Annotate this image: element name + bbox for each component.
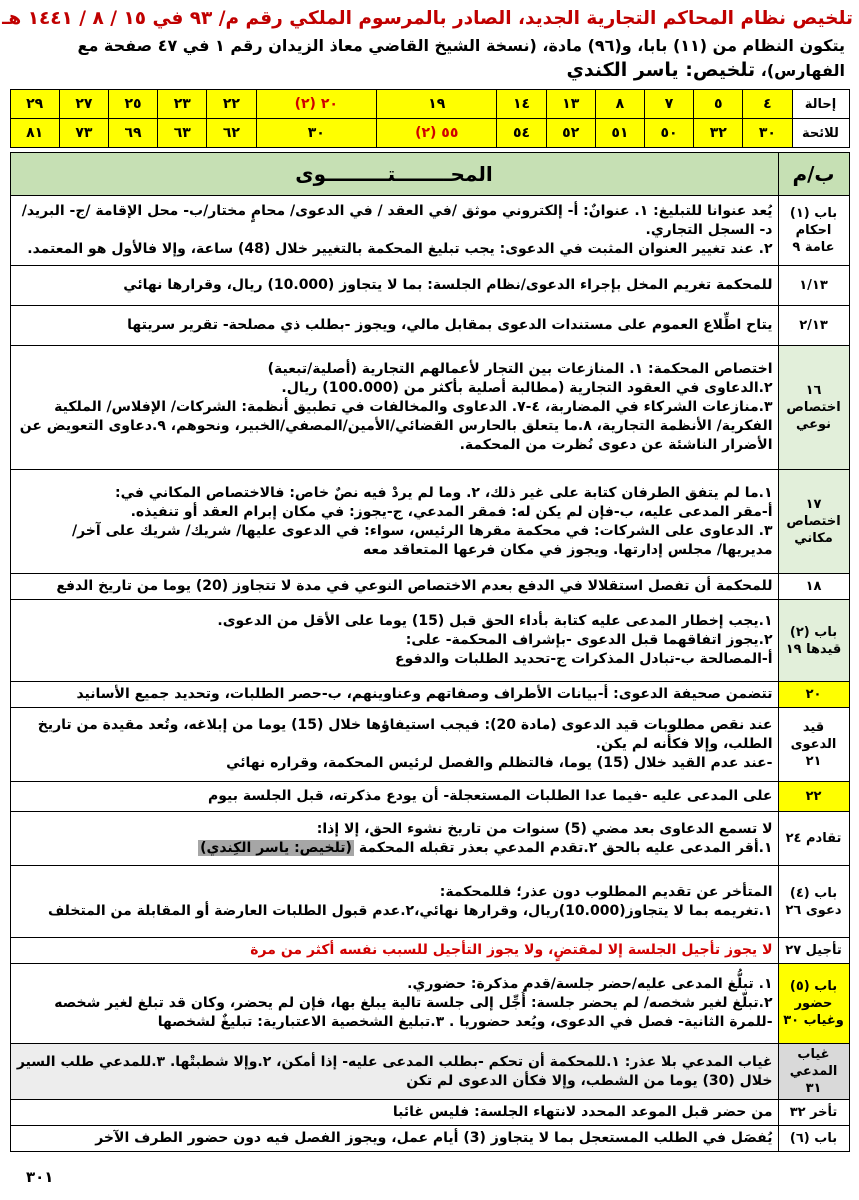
ref-cell: ٥: [694, 90, 743, 119]
table-row: [10, 964, 849, 1044]
row-label: قيد الدعوى ٢١: [778, 708, 849, 782]
row-text: عند نقص مطلوبات قيد الدعوى (مادة 20): فيجب استيفاؤها خلال (15) يوما من إبلاغه، وتُعد مقيدة من تاريخ الطلب، وإلا فكأنه لم يكن.: [37, 717, 773, 752]
table-row: [10, 600, 849, 682]
ref-cell: ٨١: [10, 119, 59, 148]
row-label: باب (٢) قيدها ١٩: [778, 600, 849, 682]
row-label: تقادم ٢٤: [778, 812, 849, 866]
ref-cell: ٦٩: [108, 119, 157, 148]
page-title: تلخيص نظام المحاكم التجارية الجديد، الصادر بالمرسوم الملكي رقم م/ ٩٣ في ١٥ / ٨ / ١٤٤١ هـ: [2, 8, 853, 29]
page-number: ٣٠١: [26, 1168, 54, 1186]
ref-cell: ١٣: [546, 90, 595, 119]
table-row: [10, 1100, 849, 1126]
ref-cell: ٢٣: [158, 90, 207, 119]
row-label: ٢/١٣: [778, 306, 849, 346]
summary-credit-tag: (تلخيص: ياسر الكِندي): [200, 839, 352, 856]
row-content: للمحكمة أن تفصل استقلالا في الدفع بعدم الاختصاص النوعي في مدة لا تتجاوز (20) يوما من تاريخ الدفع: [10, 574, 778, 600]
references-row-bottom: [10, 119, 849, 148]
references-label: إحالة: [792, 90, 849, 119]
row-content: على المدعى عليه -فيما عدا الطلبات المستعجلة- أن يودع مذكرته، قبل الجلسة بيوم: [10, 782, 778, 812]
ref-cell: ١٩: [376, 90, 496, 119]
row-text: ٢.الدعاوى في العقود التجارية (مطالبة أصلية بأكثر من (100.000) ريال.: [281, 380, 773, 396]
row-text: ١.ما لم يتفق الطرفان كتابة على غير ذلك، ٢. وما لم يردْ فيه نصٌ خاص: فالاختصاص المكاني في:: [114, 484, 773, 501]
ref-cell: ٤: [743, 90, 792, 119]
table-row: [10, 682, 849, 708]
row-label: تأجيل ٢٧: [778, 938, 849, 964]
row-text: المتأخر عن تقديم المطلوب دون عذر؛ فللمحكمة:: [439, 883, 773, 900]
ref-cell: ١٤: [497, 90, 546, 119]
row-content: غياب المدعي بلا عذر: ١.للمحكمة أن تحكم -بطلب المدعى عليه- إذا أمكن، ٢.وإلا شطبتْها. ٣.للمدعي طلب السير خلال (30) يوما من الشطب، وإلا فكأن الدعوى لم تكن: [10, 1044, 778, 1100]
ref-cell: ٧٣: [59, 119, 108, 148]
row-content: [10, 196, 778, 266]
row-label: ٢٢: [778, 782, 849, 812]
row-label: غياب المدعي ٣١: [778, 1044, 849, 1100]
references-label-2: للائحة: [792, 119, 849, 148]
row-text: ١. تبلُّغ المدعى عليه/حضر جلسة/قدم مذكرة: حضوري.: [407, 976, 773, 992]
content-table-header: [10, 153, 849, 196]
table-row: [10, 1126, 849, 1152]
row-content: للمحكمة تغريم المخل بإجراء الدعوى/نظام الجلسة: بما لا يتجاوز (10.000) ريال، وقرارها نهائي: [10, 266, 778, 306]
table-row: [10, 708, 849, 782]
ref-cell: ٢٢: [207, 90, 256, 119]
row-text: -عند عدم القيد خلال (15) يوما، فالتظلم والفصل لرئيس المحكمة، وقراره نهائي: [226, 755, 773, 771]
ref-cell: ٢٧: [59, 90, 108, 119]
row-text: يُعد عنوانا للتبليغ: ١. عنوانٌ: أ- إلكتروني موثق /في العقد / في الدعوى/ محامٍ مختار/ب- محل الإقامة /ج- البريد/ د- السجل التجاري.: [21, 203, 773, 238]
references-row-top: [10, 90, 849, 119]
row-label: ١٨: [778, 574, 849, 600]
row-label: ١٧ اختصاص مكاني: [778, 470, 849, 574]
ref-cell: ٢٩: [10, 90, 59, 119]
ref-cell: ٥٥ (٢): [376, 119, 496, 148]
ref-cell: ٣٠: [743, 119, 792, 148]
row-content: [10, 812, 778, 866]
row-content: تتضمن صحيفة الدعوى: أ-بيانات الأطراف وصفاتهم وعناوينهم، ب-حصر الطلبات، وتحديد جميع الأسانيد: [10, 682, 778, 708]
row-text: اختصاص المحكمة: ١. المنازعات بين التجار لأعمالهم التجارية (أصلية/تبعية): [267, 361, 773, 377]
table-row: [10, 266, 849, 306]
row-content: [10, 470, 778, 574]
row-text: [16, 839, 773, 858]
table-row: [10, 306, 849, 346]
row-content: [10, 346, 778, 470]
ref-cell: ٥٢: [546, 119, 595, 148]
row-label: باب (١) احكام عامة ٩: [778, 196, 849, 266]
ref-cell: ٥٤: [497, 119, 546, 148]
row-text: أ-مقر المدعى عليه، ب-فإن لم يكن له: فمقر المدعي، ج-يجوز: في مكان إبرام العقد أو تنفيذه.: [130, 503, 773, 520]
table-row: [10, 812, 849, 866]
ref-cell: ٥٠: [644, 119, 693, 148]
subtitle-line-2: [6, 58, 853, 83]
row-text: ١.يجب إخطار المدعى عليه كتابة بأداء الحق قبل (15) يوما على الأقل من الدعوى.: [217, 613, 773, 629]
table-row: [10, 196, 849, 266]
table-row: [10, 782, 849, 812]
subtitle-line: يتكون النظام من (١١) بابا، و(٩٦) مادة، (نسخة الشيخ القاضي معاذ الزيدان رقم ١ في ٤٧ صفحة مع: [77, 36, 845, 55]
ref-cell: ٧: [644, 90, 693, 119]
ref-cell: ٣٠: [256, 119, 376, 148]
row-label: باب (٤) دعوى ٢٦: [778, 866, 849, 938]
row-label: ١/١٣: [778, 266, 849, 306]
row-content: [10, 866, 778, 938]
row-content: يُفصَل في الطلب المستعجل بما لا يتجاوز (3) أيام عمل، ويجوز الفصل فيه دون حضور الطرف الآخر: [10, 1126, 778, 1152]
row-text: ١.تغريمه بما لا يتجاوز(10.000)ريال، وقرارها نهائي،٢.عدم قبول الطلبات العارضة أو المقابلة من المتخلف: [47, 902, 773, 919]
row-content: [10, 600, 778, 682]
table-row: [10, 866, 849, 938]
ref-cell: ٢٠ (٢): [256, 90, 376, 119]
row-content: [10, 708, 778, 782]
row-label: باب (٥) حضور وغياب ٣٠: [778, 964, 849, 1044]
table-row: [10, 938, 849, 964]
row-content: لا يجوز تأجيل الجلسة إلا لمقتضٍ، ولا يجوز التأجيل للسبب نفسه أكثر من مرة: [10, 938, 778, 964]
ref-cell: ٦٣: [158, 119, 207, 148]
table-row: [10, 1044, 849, 1100]
row-text: لا تسمع الدعاوى بعد مضي (5) سنوات من تاريخ نشوء الحق، إلا إذا:: [316, 820, 773, 837]
row-content: [10, 964, 778, 1044]
row-text: ٢.يجوز اتفاقهما قبل الدعوى -بإشراف المحكمة- على:: [405, 632, 773, 648]
column-header-content: المحــــــــتـــــــــوى: [10, 153, 778, 196]
ref-cell: ٢٥: [108, 90, 157, 119]
table-row: [10, 470, 849, 574]
table-row: [10, 574, 849, 600]
row-text: ٣.منازعات الشركاء في المضاربة، ٤-٧. الدعاوى والمخالفات في تطبيق أنظمة: الشركات/ الإفلاس/ الملكية الفكرية/ الأنظمة التجارية، ٨.ما يتعلق بالحارس القضائي/الأمين/المصفي/الخبير، ونحوهم، ٩.دعاوى التعويض عن الأضرار الناشئة عن دعوى نُظرت من المحكمة.: [19, 399, 773, 453]
ref-cell: ٨: [595, 90, 644, 119]
summarizer-credit: تلخيص: ياسر الكندي: [566, 59, 756, 81]
row-text: أ-المصالحة ب-تبادل المذكرات ج-تحديد الطلبات والدفوع: [395, 651, 773, 667]
row-text: ٢.تبلّغ لغير شخصه/ لم يحضر جلسة: أُجِّل إلى جلسة تالية يبلغ بها، فإن لم يحضر، وكان قد تبلغ لغير شخصه -للمرة الثانية- فصل في الدعوى، ويُعد حضوريا . ٣.تبليغ الشخصية الاعتبارية: تبليغٌ لشخصها: [54, 995, 773, 1030]
content-table: [10, 152, 850, 1152]
row-content: من حضر قبل الموعد المحدد لانتهاء الجلسة: فليس غائبا: [10, 1100, 778, 1126]
row-text: ٢. عند تغيير العنوان المثبت في الدعوى: يجب تبليغ المحكمة بالتغيير خلال (48) ساعة، وإلا فالأول هو المعتمد.: [27, 241, 773, 257]
subtitle-prefix: الفهارس)،: [760, 61, 845, 80]
column-header-number: ب/م: [778, 153, 849, 196]
row-label: ١٦ اختصاص نوعي: [778, 346, 849, 470]
ref-cell: ٦٢: [207, 119, 256, 148]
table-row: [10, 346, 849, 470]
row-text-part: ١.أقر المدعى عليه بالحق ٢.تقدم المدعي بعذر تقبله المحكمة: [358, 839, 773, 856]
ref-cell: ٣٢: [694, 119, 743, 148]
ref-cell: ٥١: [595, 119, 644, 148]
row-text: ٣. الدعاوى على الشركات: في محكمة مقرها الرئيس، سواء: في الدعوى عليها/ شريك/ شريك على آخر/ مديريها/ مجلس إدارتها. ويجوز في مكان فرعها المتعاقد معه: [71, 522, 773, 558]
row-label: باب (٦): [778, 1126, 849, 1152]
references-table: [10, 89, 850, 148]
row-label: ٢٠: [778, 682, 849, 708]
row-label: تأخر ٣٢: [778, 1100, 849, 1126]
row-content: يتاح اطِّلاع العموم على مستندات الدعوى بمقابل مالي، ويجوز -بطلب ذي مصلحة- تقرير سريتها: [10, 306, 778, 346]
